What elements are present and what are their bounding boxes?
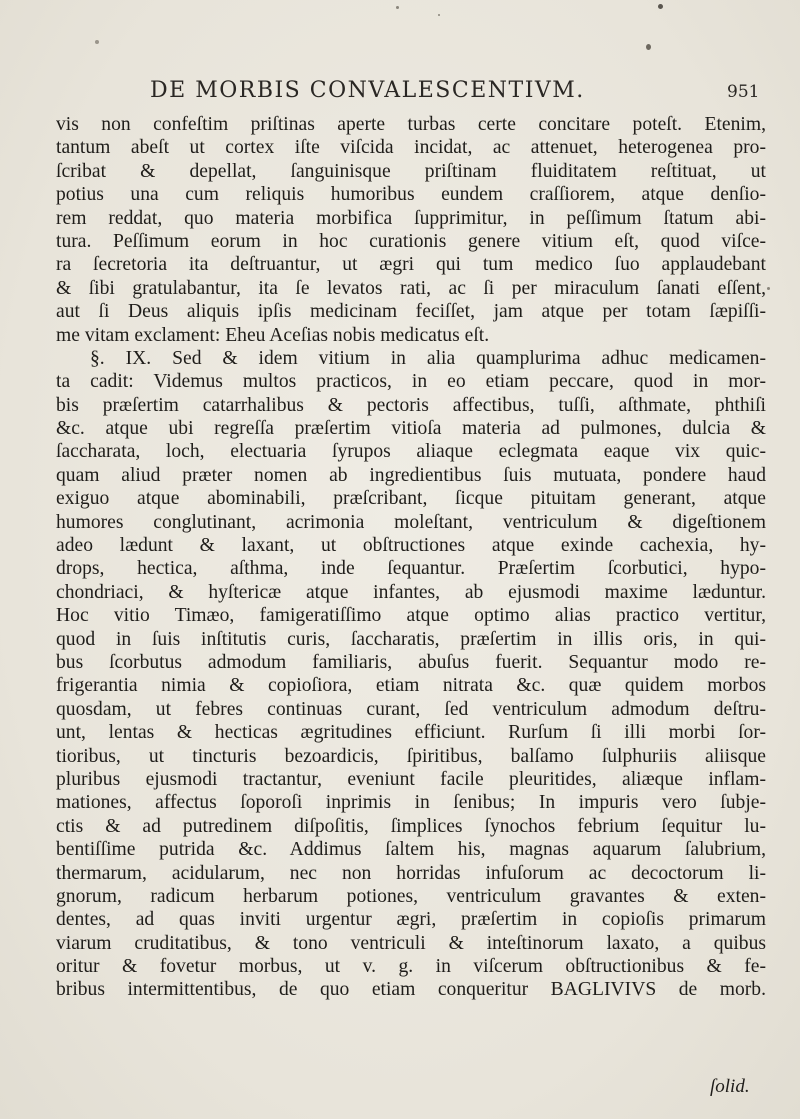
- paper-speck: [658, 4, 663, 9]
- text-line: pluribus ejusmodi tractantur, eveniunt facile pleuritides, aliæque inflam-: [56, 768, 766, 790]
- text-line: bentiſſime putrida &c. Addimus ſaltem his, magnas aquarum ſalubrium,: [56, 839, 766, 861]
- catchword: ſolid.: [710, 1076, 750, 1097]
- text-line: mationes, affectus ſoporoſi inprimis in ſenibus; In impuris vero ſubje-: [56, 792, 766, 814]
- text-line: potius una cum reliquis humoribus eundem craſſiorem, atque denſio-: [56, 184, 766, 206]
- text-line: vis non confeſtim priſtinas aperte turbas certe concitare poteſt. Etenim,: [56, 114, 766, 135]
- text-line: oritur & fovetur morbus, ut v. g. in viſcerum obſtructionibus & fe-: [56, 956, 766, 978]
- text-line: thermarum, acidularum, nec non horridas infuſorum ac decoctorum li-: [56, 862, 766, 884]
- text-line: ctis & ad putredinem diſpoſitis, ſimplices ſynochos febrium ſequitur lu-: [56, 815, 766, 837]
- page-number: 951: [727, 82, 760, 102]
- paper-speck: [646, 44, 651, 50]
- text-line: adeo lædunt & laxant, ut obſtructiones atque exinde cachexia, hy-: [56, 535, 766, 557]
- body-text: [56, 113, 766, 1002]
- text-line: ſaccharata, loch, electuaria ſyrupos aliaque eclegmata eaque vix quic-: [56, 441, 766, 463]
- text-line: aut ſi Deus aliquis ipſis medicinam feciſſet, jam atque per totam ſæpiſſi-: [56, 301, 766, 323]
- text-line: bus ſcorbutus admodum familiaris, abuſus fuerit. Sequantur modo re-: [56, 651, 766, 673]
- text-line: dentes, ad quas inviti urgentur ægri, præſertim in copioſis primarum: [56, 909, 766, 931]
- page-header: [0, 66, 800, 106]
- text-line: drops, hectica, aſthma, inde ſequantur. Præſertim ſcorbutici, hypo-: [56, 558, 766, 580]
- text-line: unt, lentas & hecticas ægritudines efficiunt. Rurſum ſi illi morbi ſor-: [56, 722, 766, 744]
- text-line: ſcribat & depellat, ſanguinisque priſtinam fluiditatem reſtituat, ut: [56, 160, 766, 182]
- text-line: & ſibi gratulabantur, ita ſe levatos rati, ac ſi per miraculum ſanati eſſent,: [56, 277, 766, 299]
- text-line: gnorum, radicum herbarum potiones, ventriculum gravantes & exten-: [56, 885, 766, 907]
- text-line: chondriaci, & hyſtericæ atque infantes, ab ejusmodi maxime læduntur.: [56, 581, 766, 603]
- text-line: humores conglutinant, acrimonia moleſtant, ventriculum & digeſtionem: [56, 511, 766, 533]
- text-line: tura. Peſſimum eorum in hoc curationis genere vitium eſt, quod viſce-: [56, 230, 766, 252]
- text-line: bis præſertim catarrhalibus & pectoris affectibus, tuſſi, aſthmate, phthiſi: [56, 394, 766, 416]
- paper-speck: [95, 40, 99, 44]
- text-line: ra ſecretoria ita deſtruantur, ut ægri qui tum medico ſuo applaudebant: [56, 254, 766, 276]
- text-line: viarum cruditatibus, & tono ventriculi & inteſtinorum laxato, a quibus: [56, 932, 766, 954]
- text-line: exiguo atque abominabili, præſcribant, ſicque pituitam generant, atque: [56, 488, 766, 510]
- text-line: me vitam exclament: Eheu Aceſias nobis medicatus eſt.: [56, 324, 490, 346]
- text-line: quod in ſuis inſtitutis curis, ſaccharatis, præſertim in illis oris, in qui-: [56, 628, 766, 650]
- text-line: rem reddat, quo materia morbifica ſupprimitur, in peſſimum ſtatum abi-: [56, 207, 766, 229]
- text-line: bribus intermittentibus, de quo etiam conqueritur BAGLIVIVS de morb.: [56, 979, 766, 1001]
- text-line: frigerantia nimia & copioſiora, etiam nitrata &c. quæ quidem morbos: [56, 675, 766, 697]
- paper-speck: [396, 6, 399, 9]
- text-line: Hoc vitio Timæo, famigeratiſſimo atque optimo alias practico vertitur,: [56, 605, 766, 627]
- text-line: ta cadit: Videmus multos practicos, in eo etiam peccare, quod in mor-: [56, 371, 766, 393]
- text-line: &c. atque ubi regreſſa præſertim vitioſa materia ad pulmones, dulcia &: [56, 418, 766, 440]
- running-title: DE MORBIS CONVALESCENTIVM.: [150, 78, 585, 103]
- text-line: quosdam, ut febres continuas curant, ſed ventriculum admodum deſtru-: [56, 698, 766, 720]
- text-line: quam aliud præter nomen ab ingredientibus ſuis mutuata, pondere haud: [56, 464, 766, 486]
- text-line: tantum abeſt ut cortex iſte viſcida incidat, ac attenuet, heterogenea pro-: [56, 137, 766, 159]
- text-line: tioribus, ut tincturis bezoardicis, ſpiritibus, balſamo ſulphuriis aliisque: [56, 745, 766, 767]
- paper-speck: [438, 14, 440, 16]
- text-line: §. IX. Sed & idem vitium in alia quamplurima adhuc medicamen-: [90, 347, 766, 369]
- paper-speck: [767, 287, 770, 290]
